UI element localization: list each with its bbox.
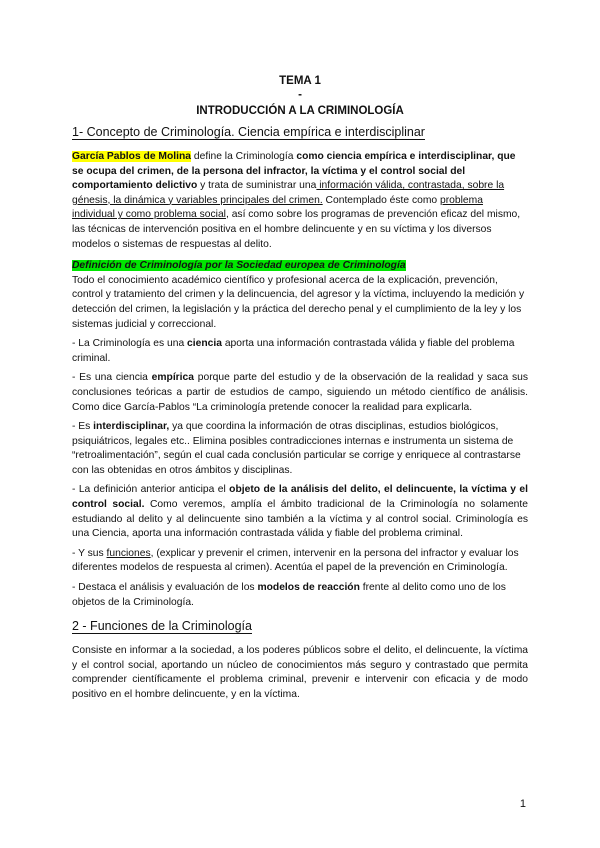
definition-heading-highlight: Definición de Criminología por la Sociedad europea de Criminología — [72, 260, 406, 272]
bullet-modelos: - Destaca el análisis y evaluación de los modelos de reacción frente al delito como uno de los objetos de la Criminología. — [72, 582, 506, 608]
bullet-ciencia: - La Criminología es una ciencia aporta una información contrastada válida y fiable del problema criminal. — [72, 338, 515, 364]
bullet-funciones: - Y sus funciones, (explicar y prevenir el crimen, intervenir en la persona del infractor y evaluar los diferentes modelos de respuesta al crimen). Acentúa el papel de la prevención en Criminología. — [72, 547, 519, 574]
document-subtitle: INTRODUCCIÓN A LA CRIMINOLOGÍA — [196, 105, 404, 117]
paragraph-definition-garcia: García Pablos de Molina define la Criminología como ciencia empírica e interdisciplinar, que se ocupa del crimen, de la persona del infractor, la víctima y el control social del comportamiento delictivo y trata de suministrar una información válida, contrastada, sobre la génesis, la dinámica y variables principales del crimen. Contemplado éste como problema individual y como problema social, así como sobre los programas de prevención eficaz del mismo, las técnicas de intervención positiva en el hombre delincuente y en su víctima y los diversos modelos o sistemas de respuestas al delito. — [72, 151, 521, 250]
title-separator: - — [298, 89, 302, 101]
page-content — [72, 74, 528, 703]
definition-text: Todo el conocimiento académico científico y profesional acerca de la explicación, prevención, control y tratamiento del crimen y la delincuencia, del agresor y la víctima, incluyendo la medición y detección del crimen, la legislación y la práctica del derecho penal y el cumplimiento de la ley y los sistemas judicial y correccional. — [72, 274, 525, 330]
bullet-empirica: - Es una ciencia empírica porque parte del estudio y de la observación de la realidad y saca sus conclusiones teóricas a partir de estudios de campo, siguiendo un método científico de análisis. Como dice García-Pablos “La criminología pretende conocer la realidad para explicarla. — [72, 372, 528, 413]
document-title: TEMA 1 — [279, 75, 321, 87]
section-2-heading-text: 2 - Funciones de la Criminología — [72, 619, 252, 634]
definition-heading — [72, 259, 528, 274]
bullet-interdisciplinar: - Es interdisciplinar, ya que coordina la información de otras disciplinas, estudios biológicos, psiquiátricos, legales etc.. Elimina posibles contradicciones internas e instrumenta un sistema de “retroalimentación”, según el cual cada conclusión particular se corrige y enriquece al contrastarse con las obtenidas en otros ámbitos y disciplinas. — [72, 421, 521, 476]
section-2-heading — [72, 618, 528, 634]
section-1-heading-text: 1- Concepto de Criminología. Ciencia empírica e interdisciplinar — [72, 125, 425, 139]
page-number: 1 — [519, 798, 526, 810]
section-2-text: Consiste en informar a la sociedad, a los poderes públicos sobre el delito, el delincuente, la víctima y el control social, aportando un núcleo de conocimientos más seguro y contrastado que permita comprender científicamente el problema criminal, prevenir e intervenir con eficacia y de modo positivo en el hombre delincuente, y en la víctima. — [72, 645, 528, 700]
author-highlight: García Pablos de Molina — [72, 151, 192, 162]
bullet-objeto: - La definición anterior anticipa el objeto de la análisis del delito, el delincuente, la víctima y el control social. Como veremos, amplía el ámbito tradicional de la Criminología no solamente estudiando al delito y al delincuente sino también a la víctima y al control social. Criminología es una Ciencia, aporta una información contrastada válida y fiable del problema criminal. — [72, 484, 528, 540]
section-1-heading — [72, 124, 528, 140]
